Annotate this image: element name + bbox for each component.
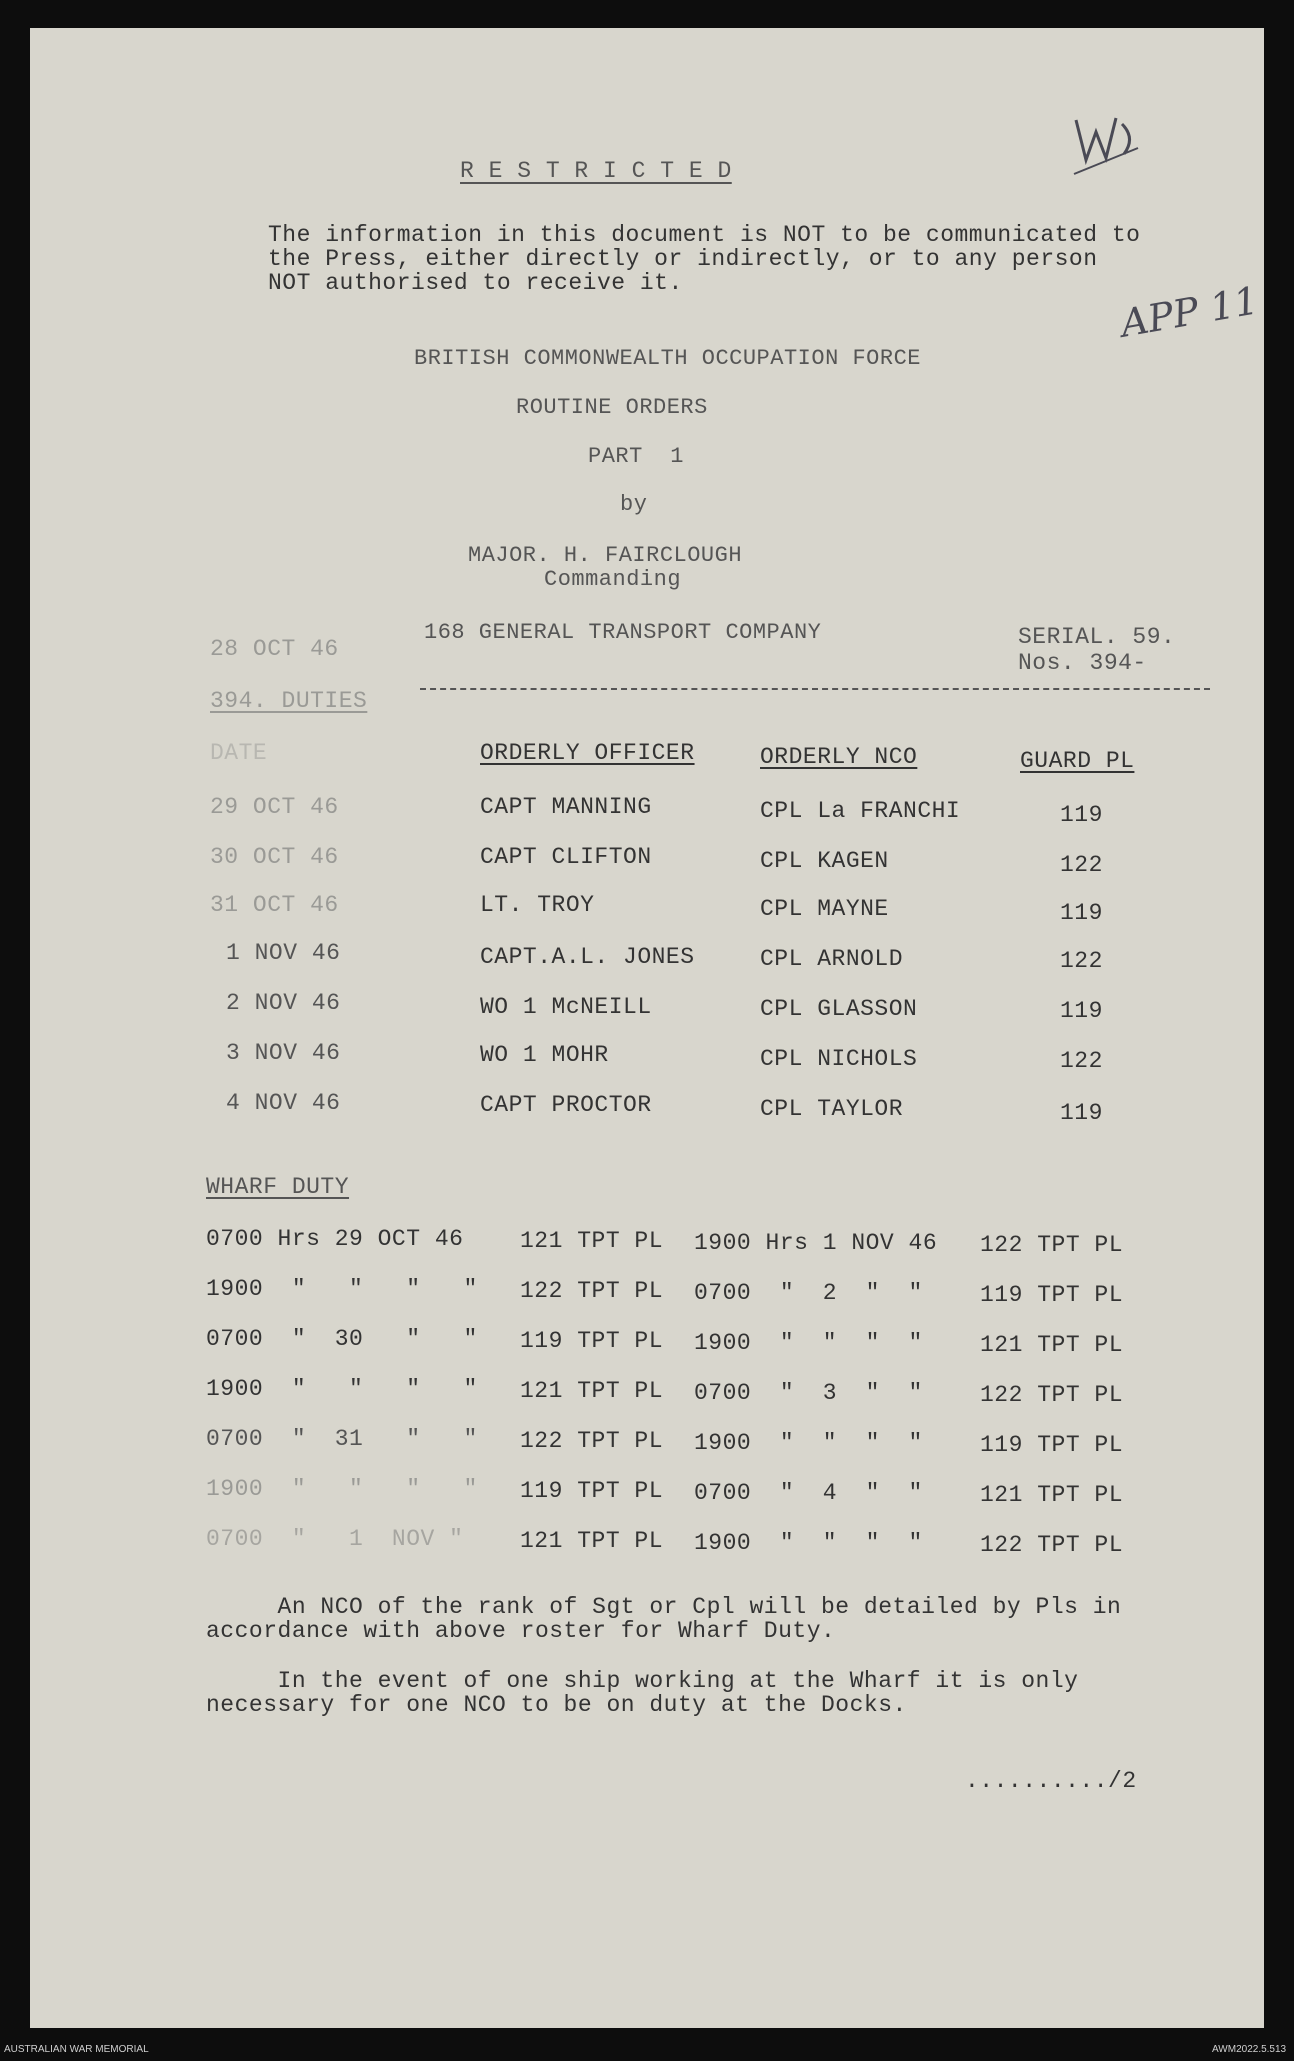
orders-title: ROUTINE ORDERS (516, 395, 708, 420)
wharf-from: 0700 " 1 NOV " (206, 1526, 464, 1552)
wharf-to: 0700 " 3 " " (694, 1380, 923, 1406)
app-handwritten-mark: APP 11 (1117, 278, 1262, 346)
duty-nco: CPL GLASSON (760, 996, 918, 1022)
wharf-from: 0700 " 30 " " (206, 1326, 478, 1352)
wharf-platoon-2: 119 TPT PL (980, 1432, 1124, 1458)
wharf-to: 0700 " 2 " " (694, 1280, 923, 1306)
duty-date: 30 OCT 46 (210, 844, 339, 870)
duty-guard: 119 (1060, 1100, 1103, 1126)
wharf-paragraph-2-line-2: necessary for one NCO to be on duty at the Docks. (206, 1692, 907, 1718)
duty-nco: CPL La FRANCHI (760, 798, 961, 824)
wharf-from: 0700 " 31 " " (206, 1426, 478, 1452)
duty-officer: LT. TROY (480, 892, 595, 918)
order-numbers: Nos. 394- (1018, 650, 1147, 676)
duty-date: 2 NOV 46 (226, 990, 341, 1016)
continued-marker: ........../2 (965, 1768, 1137, 1794)
wharf-paragraph-2-line-1: In the event of one ship working at the Wharf it is only (206, 1668, 1079, 1694)
org-title: BRITISH COMMONWEALTH OCCUPATION FORCE (414, 346, 921, 371)
part-title: PART 1 (588, 444, 684, 469)
duty-date: 29 OCT 46 (210, 794, 339, 820)
duty-nco: CPL TAYLOR (760, 1096, 904, 1122)
notice-line-1: The information in this document is NOT to be communicated to (268, 222, 1141, 248)
duty-officer: WO 1 MOHR (480, 1042, 609, 1068)
wharf-platoon-2: 122 TPT PL (980, 1232, 1124, 1258)
wharf-from: 1900 " " " " (206, 1376, 478, 1402)
document-page (30, 28, 1264, 2028)
by-line: by (620, 492, 648, 517)
col-guard-pl: GUARD PL (1020, 748, 1135, 774)
wharf-to: 1900 " " " " (694, 1330, 923, 1356)
footer-reference: AWM2022.5.513 (1212, 2044, 1287, 2055)
wharf-platoon-2: 122 TPT PL (980, 1382, 1124, 1408)
wharf-platoon: 119 TPT PL (520, 1328, 664, 1354)
duty-officer: CAPT.A.L. JONES (480, 944, 695, 970)
wharf-platoon-2: 119 TPT PL (980, 1282, 1124, 1308)
wharf-platoon-2: 122 TPT PL (980, 1532, 1124, 1558)
commander-name: MAJOR. H. FAIRCLOUGH (468, 543, 743, 568)
unit-name: 168 GENERAL TRANSPORT COMPANY (424, 620, 822, 645)
duty-guard: 119 (1060, 900, 1103, 926)
wharf-from: 1900 " " " " (206, 1476, 478, 1502)
duty-date: 4 NOV 46 (226, 1090, 341, 1116)
duties-heading: 394. DUTIES (210, 688, 368, 714)
duty-officer: WO 1 McNEILL (480, 994, 652, 1020)
wharf-from: 0700 Hrs 29 OCT 46 (206, 1226, 464, 1252)
footer-source: AUSTRALIAN WAR MEMORIAL (4, 2044, 149, 2055)
wharf-to: 1900 " " " " (694, 1530, 923, 1556)
document-date: 28 OCT 46 (210, 636, 339, 662)
duty-nco: CPL MAYNE (760, 896, 889, 922)
wharf-to: 1900 Hrs 1 NOV 46 (694, 1230, 938, 1256)
duty-date: 31 OCT 46 (210, 892, 339, 918)
duty-officer: CAPT PROCTOR (480, 1092, 652, 1118)
duty-guard: 122 (1060, 948, 1103, 974)
header-divider (420, 688, 1210, 690)
wharf-platoon-2: 121 TPT PL (980, 1482, 1124, 1508)
col-orderly-officer: ORDERLY OFFICER (480, 740, 695, 766)
wharf-platoon: 122 TPT PL (520, 1278, 664, 1304)
wharf-platoon: 119 TPT PL (520, 1478, 664, 1504)
duty-guard: 122 (1060, 852, 1103, 878)
wd-handwritten-mark (1070, 108, 1140, 178)
duty-officer: CAPT MANNING (480, 794, 652, 820)
wharf-platoon: 121 TPT PL (520, 1528, 664, 1554)
wharf-platoon-2: 121 TPT PL (980, 1332, 1124, 1358)
wharf-paragraph-1-line-1: An NCO of the rank of Sgt or Cpl will be detailed by Pls in (206, 1594, 1122, 1620)
duty-nco: CPL NICHOLS (760, 1046, 918, 1072)
duty-guard: 119 (1060, 802, 1103, 828)
commander-role: Commanding (544, 567, 682, 592)
wharf-paragraph-1-line-2: accordance with above roster for Wharf Duty. (206, 1618, 836, 1644)
duty-officer: CAPT CLIFTON (480, 844, 652, 870)
notice-line-2: the Press, either directly or indirectly, or to any person (268, 246, 1098, 272)
col-orderly-nco: ORDERLY NCO (760, 744, 918, 770)
duty-nco: CPL KAGEN (760, 848, 889, 874)
wharf-to: 0700 " 4 " " (694, 1480, 923, 1506)
wharf-to: 1900 " " " " (694, 1430, 923, 1456)
duty-date: 1 NOV 46 (226, 940, 341, 966)
restricted-heading: R E S T R I C T E D (460, 158, 732, 184)
wharf-platoon: 121 TPT PL (520, 1378, 664, 1404)
duty-guard: 122 (1060, 1048, 1103, 1074)
wharf-platoon: 122 TPT PL (520, 1428, 664, 1454)
col-date: DATE (210, 740, 268, 766)
notice-line-3: NOT authorised to receive it. (268, 270, 683, 296)
wharf-platoon: 121 TPT PL (520, 1228, 664, 1254)
duty-nco: CPL ARNOLD (760, 946, 904, 972)
wharf-heading: WHARF DUTY (206, 1174, 350, 1200)
wharf-from: 1900 " " " " (206, 1276, 478, 1302)
duty-guard: 119 (1060, 998, 1103, 1024)
serial-number: SERIAL. 59. (1018, 624, 1176, 650)
duty-date: 3 NOV 46 (226, 1040, 341, 1066)
